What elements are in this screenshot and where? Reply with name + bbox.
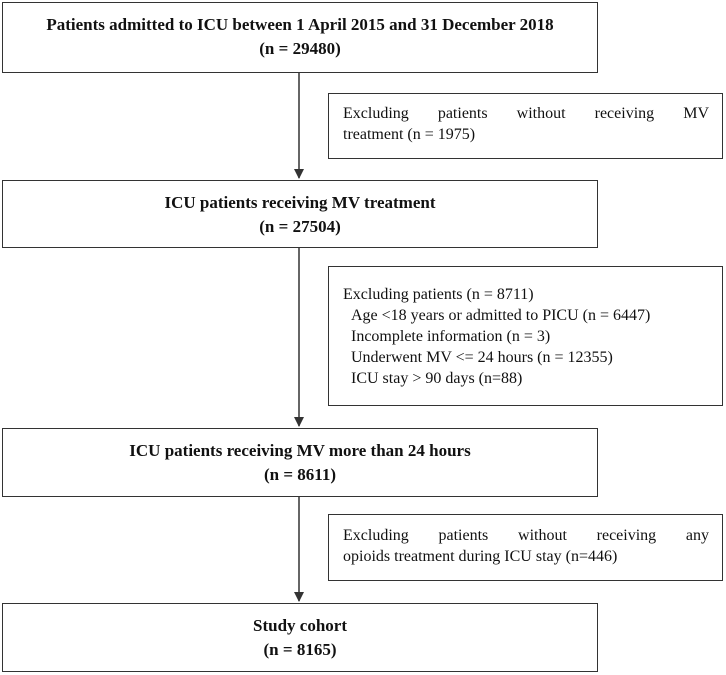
exclusion1-line2: treatment (n = 1975) (343, 126, 476, 143)
exclusion1-line1: Excluding patients without receiving MV (343, 105, 709, 122)
step1-title: Patients admitted to ICU between 1 April 2015 and 31 December 2018 (46, 15, 554, 34)
exclusion2-box (328, 266, 723, 406)
step4-title: Study cohort (253, 616, 347, 635)
exclusion2-item-incomplete: Incomplete information (n = 3) (351, 328, 551, 345)
step3-box (2, 428, 598, 497)
exclusion2-item-age: Age <18 years or admitted to PICU (n = 6447) (351, 307, 651, 324)
exclusion2-item-mv-duration: Underwent MV <= 24 hours (n = 12355) (351, 349, 613, 366)
step2-count: (n = 27504) (259, 217, 341, 236)
exclusion3-line1: Excluding patients without receiving any (343, 527, 709, 544)
exclusion1-box (328, 93, 723, 159)
step2-title: ICU patients receiving MV treatment (164, 193, 436, 212)
exclusion3-line2: opioids treatment during ICU stay (n=446) (343, 548, 618, 565)
exclusion3-box (328, 514, 723, 581)
step4-count: (n = 8165) (263, 640, 337, 659)
step3-count: (n = 8611) (263, 465, 337, 484)
step2-box (2, 180, 598, 248)
exclusion2-item-icu-stay: ICU stay > 90 days (n=88) (351, 370, 523, 387)
step1-box (2, 2, 598, 73)
step1-count: (n = 29480) (259, 39, 341, 58)
step4-box (2, 603, 598, 672)
exclusion2-heading: Excluding patients (n = 8711) (343, 286, 534, 303)
step3-title: ICU patients receiving MV more than 24 hours (129, 441, 471, 460)
